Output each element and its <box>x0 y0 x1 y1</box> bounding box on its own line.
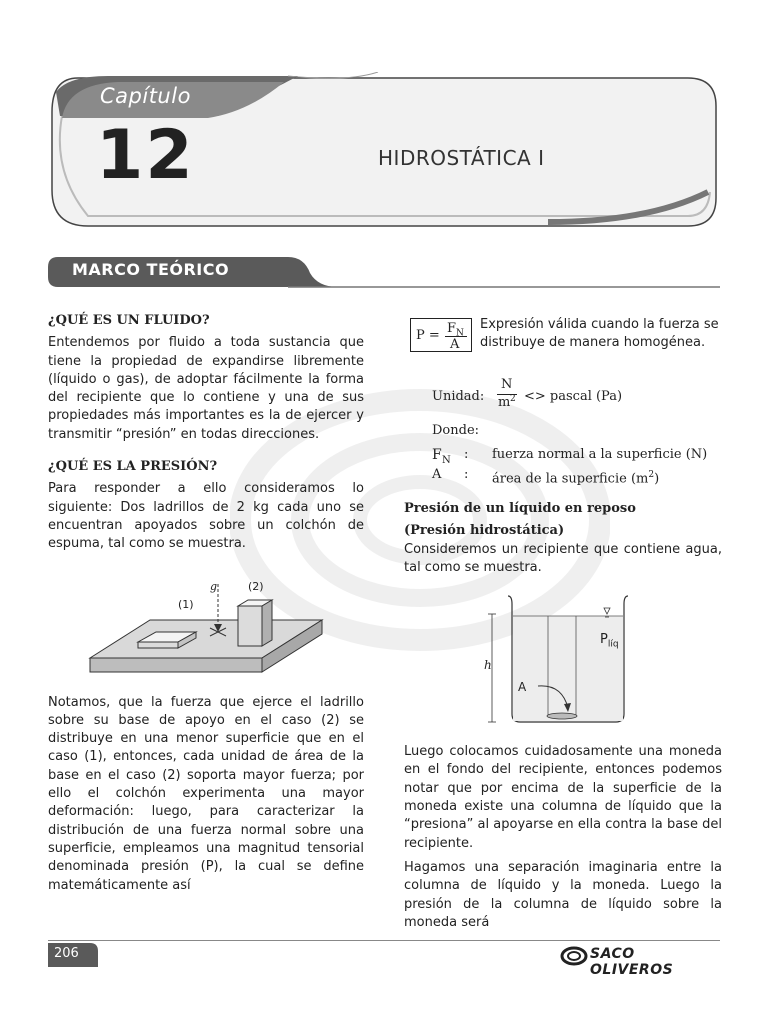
paragraph-coin: Luego colocamos cuidadosamente una moneda en el fondo del recipiente, entonces podemos notar que por encima de la superficie de la moneda existe una columna de líquido que la “presiona” al apoyarse en ella contra la base del recipiente. <box>404 744 722 851</box>
chapter-number: 12 <box>96 116 195 195</box>
a-exponent: 2 <box>648 470 655 480</box>
heading-hydrostatic-pressure: (Presión hidrostática) <box>404 523 565 539</box>
a-description <box>492 466 659 489</box>
figure-container-with-coin <box>478 590 638 730</box>
paragraph-container: Consideremos un recipiente que contiene agua, tal como se muestra. <box>404 541 722 575</box>
container-illustration <box>478 590 638 730</box>
chapter-label: Capítulo <box>100 84 191 108</box>
heading-liquid-at-rest: Presión de un líquido en reposo <box>404 501 636 516</box>
a-symbol: A <box>432 467 442 482</box>
unit-denominator: m <box>498 395 511 410</box>
heading-pressure: ¿QUÉ ES LA PRESIÓN? <box>48 459 218 475</box>
label-height: h <box>484 658 492 672</box>
section-title: MARCO TEÓRICO <box>72 260 230 279</box>
unit-numerator: N <box>501 377 513 392</box>
unit-exponent: 2 <box>510 394 516 404</box>
brand-logo <box>560 942 722 978</box>
paragraph-fluid: Entendemos por fluido a toda sustancia que tiene la propiedad de expandirse libremente (líquido o gas), de adoptar fácilmente la forma del recipiente que lo contiene y una de sus propiedades más importantes es la de ejercer y transmitir “presión” en todas direcciones. <box>48 335 364 442</box>
label-pressure-subscript: líq <box>607 639 619 650</box>
bricks-illustration <box>86 576 326 686</box>
brand-swirl-icon <box>560 944 588 968</box>
label-brick-1: (1) <box>178 598 194 611</box>
heading-fluid: ¿QUÉ ES UN FLUIDO? <box>48 313 210 328</box>
brand-name: SACO OLIVEROS <box>590 946 674 978</box>
label-point-a: A <box>518 680 527 694</box>
footer-divider <box>48 940 720 941</box>
formula-denominator: A <box>450 337 460 352</box>
label-pressure-liquid <box>600 632 619 650</box>
paragraph-pressure-intro: Para responder a ello consideramos lo siguiente: Dos ladrillos de 2 kg cada uno se encuentran apoyados sobre un colchón de espuma, tal como se muestra. <box>48 481 364 552</box>
formula-lhs: P = <box>416 328 440 343</box>
page-number-badge <box>48 943 98 967</box>
label-brick-2: (2) <box>248 580 264 593</box>
paragraph-pressure-explanation: Notamos, que la fuerza que ejerce el ladrillo sobre su base de apoyo en el caso (2) se distribuye en una menor superficie que en el caso (1), entonces, cada unidad de área de la base en el caso (2) soporta mayor fuerza; por ello el colchón experimenta una mayor deformación: luego, para caracterizar la distribución de una fuerza normal sobre una superficie, empleamos una magnitud tensorial denominada presión (P), la cual se define matemáticamente así <box>48 694 364 893</box>
formula-numerator-subscript: N <box>456 328 464 339</box>
units-and-definitions <box>404 376 722 494</box>
label-gravity: g <box>210 580 218 593</box>
page-number: 206 <box>54 946 79 961</box>
unit-label: Unidad: <box>432 389 485 404</box>
formula-numerator: $F_N$ <box>447 321 464 339</box>
fn-symbol: F <box>432 447 442 463</box>
pressure-formula <box>410 318 472 352</box>
chapter-title: HIDROSTÁTICA I <box>378 146 545 170</box>
section-heading-bar <box>48 255 720 289</box>
unit-equivalence: <> pascal (Pa) <box>524 389 623 404</box>
fn-subscript: N <box>442 455 451 466</box>
a-description-close: ) <box>654 471 660 487</box>
paragraph-column-pressure: Hagamos una separación imaginaria entre la columna de líquido y la moneda. Luego la presión de la columna de líquido sobre la moneda será <box>404 859 722 930</box>
label-pressure-symbol: P <box>600 632 608 647</box>
chapter-header <box>48 72 720 232</box>
donde-label: Donde: <box>432 423 480 438</box>
fn-description: fuerza normal a la superficie (N) <box>492 447 708 462</box>
a-colon: : <box>464 467 469 482</box>
a-description-text: área de la superficie (m <box>492 471 649 487</box>
pressure-formula-row <box>404 312 722 362</box>
figure-bricks-on-foam <box>86 576 326 686</box>
fn-colon: : <box>464 447 469 462</box>
formula-description: Expresión válida cuando la fuerza se distribuye de manera homogénea. <box>480 317 719 351</box>
